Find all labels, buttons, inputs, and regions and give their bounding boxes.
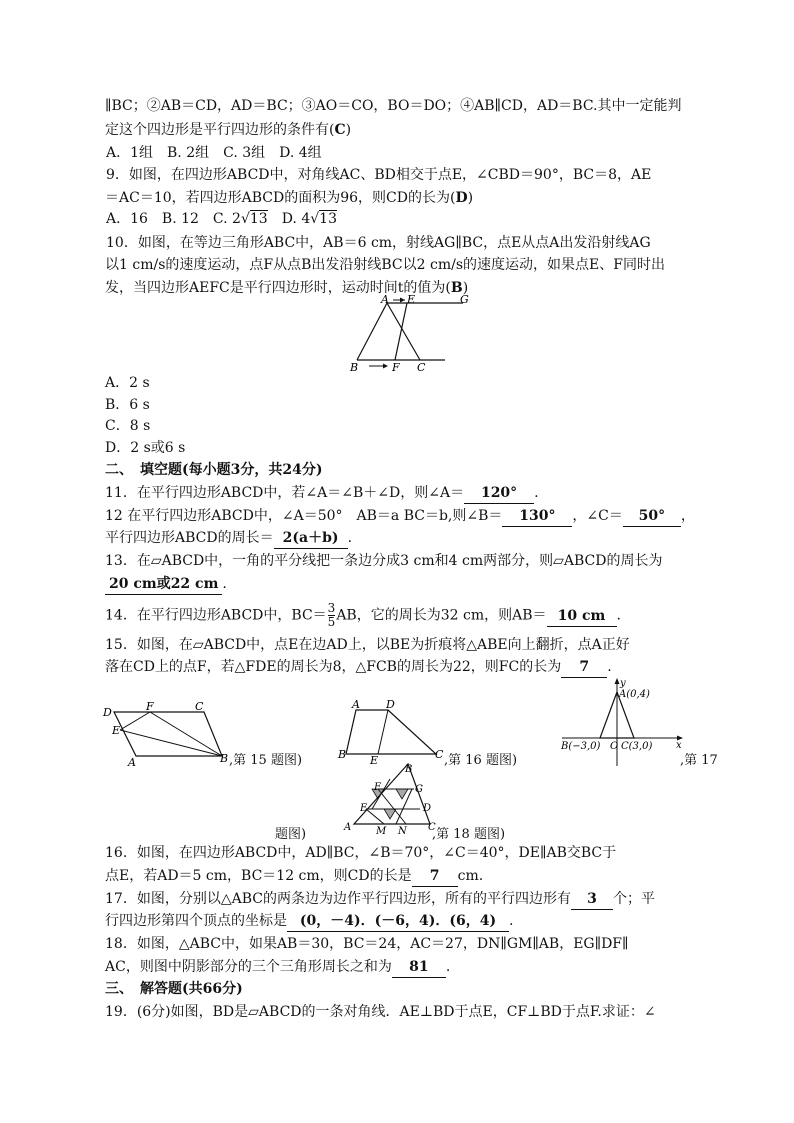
q9-bracket: ) <box>467 190 474 206</box>
q18-shade-2 <box>396 789 408 799</box>
q15-label-c: C <box>195 700 204 713</box>
q14-numerator: 3 <box>327 601 336 615</box>
q15-line-1 <box>105 635 630 655</box>
q16-unit: cm. <box>457 868 484 884</box>
q15-period: . <box>607 659 612 675</box>
q14-period: . <box>616 607 621 624</box>
q11-answer: 120° <box>464 483 534 504</box>
q18-text-1: 18．如图，△ABC中，如果AB＝30，BC＝24，AC＝27，DN∥GM∥AB，EG∥DF∥ <box>105 936 629 952</box>
q18-label-d: D <box>423 803 432 814</box>
q15-label-e: E <box>112 724 121 737</box>
q18-answer: 81 <box>392 957 446 978</box>
q18-label-n: N <box>398 826 407 837</box>
q8-conclusion-line <box>105 120 351 140</box>
q9-line-2 <box>105 188 473 208</box>
q15-caption: ,第 15 题图) <box>229 753 303 768</box>
q17-caption-a: ,第 17 <box>680 753 718 768</box>
q18-label-g: G <box>415 784 423 795</box>
q12-period: . <box>347 530 353 546</box>
q19-line-1 <box>105 1002 656 1022</box>
q15-label-b: B <box>220 752 229 765</box>
section-3-title: 三、 解答题(共66分) <box>105 981 243 997</box>
q14-text-2: AB，它的周长为32 cm，则AB＝ <box>336 607 547 624</box>
q10-label-f: F <box>392 361 400 374</box>
q16-label-b: B <box>338 748 347 761</box>
section-3-heading <box>105 979 243 999</box>
q17-period: . <box>509 913 514 929</box>
q10-choice-a <box>105 373 150 393</box>
q12-text-1: 12 在平行四边形ABCD中，∠A＝50° AB＝a BC＝b,则∠B＝ <box>105 508 503 524</box>
q15-line-2 <box>105 657 612 678</box>
q17-figure <box>560 676 685 768</box>
q10-label-e: E <box>407 294 416 306</box>
q9-answer: D <box>455 190 468 206</box>
q9-line-1 <box>106 165 651 185</box>
q15-text-1: 15．如图，在▱ABCD中，点E在边AD上，以BE为折痕将△ABE向上翻折，点A正好 <box>105 637 630 653</box>
q14-denominator: 5 <box>327 615 336 629</box>
q10-text-2: 以1 cm/s的速度运动，点F从点B出发沿射线BC以2 cm/s的速度运动，如果点E、F同时出 <box>105 257 665 273</box>
q10-choice-b-text: B．6 s <box>105 397 150 413</box>
q16-label-a: A <box>352 698 360 711</box>
q14-fraction <box>328 602 336 629</box>
q11-period: . <box>534 485 539 501</box>
q10-figure <box>345 294 485 376</box>
q19-text: 19．(6分)如图，BD是▱ABCD的一条对角线．AE⊥BD于点E，CF⊥BD于点F.求证：∠ <box>105 1004 656 1020</box>
q10-choice-d <box>105 438 185 458</box>
q17-answer-1: 3 <box>571 889 613 910</box>
q10-choice-b <box>105 395 150 415</box>
q10-label-a: A <box>381 294 389 306</box>
q10-text-1: 10．如图，在等边三角形ABC中，AB＝6 cm，射线AG∥BC，点E从点A出发沿射线AG <box>106 235 651 251</box>
q10-label-b: B <box>350 361 359 374</box>
q12-answer-1: 130° <box>502 506 572 527</box>
q18-label-a: A <box>344 822 352 833</box>
q15-label-f: F <box>146 700 154 713</box>
q10-label-g: G <box>460 294 469 306</box>
q16-label-e: E <box>370 754 379 767</box>
q18-line-2 <box>105 957 450 978</box>
q10-choice-c <box>105 416 150 436</box>
q10-line-2 <box>105 255 665 275</box>
q8-bracket: ) <box>345 122 352 138</box>
q15-label-a: A <box>128 756 136 768</box>
q8-choices-text: A．1组 B. 2组 C. 3组 D. 4组 <box>106 145 322 161</box>
q17-line-1 <box>105 889 655 910</box>
q8-text-2: 定这个四边形是平行四边形的条件有( <box>105 122 335 138</box>
q12-text-2: 平行四边形ABCD的周长＝ <box>105 530 274 546</box>
q18-label-b-top: B <box>405 764 413 775</box>
q12-text-mid: ，∠C＝ <box>572 508 623 524</box>
q14-answer: 10 cm <box>547 606 617 627</box>
q10-answer: B <box>450 280 463 296</box>
q10-text-3: 发，当四边形AEFC是平行四边形时，运动时间t的值为( <box>105 280 451 296</box>
section-2-heading <box>105 460 322 480</box>
q9-choices-a: A．16 B. 12 C. 2 <box>106 211 241 227</box>
section-2-title: 二、 填空题(每小题3分，共24分) <box>105 462 323 478</box>
q17-caption-b: 题图) <box>275 827 307 842</box>
q17-text-end: 个；平 <box>612 891 655 907</box>
q18-period: . <box>445 959 451 975</box>
q10-choice-d-text: D．2 s或6 s <box>105 440 186 456</box>
q16-label-d: D <box>386 698 395 711</box>
q16-line-1 <box>105 843 616 863</box>
q16-caption: ,第 16 题图) <box>444 753 518 768</box>
q17-text-2: 行四边形第四个顶点的坐标是 <box>105 913 287 929</box>
q9-text-1: 9．如图，在四边形ABCD中，对角线AC、BD相交于点E，∠CBD＝90°，BC＝8，AE <box>106 167 652 183</box>
q18-label-c: C <box>428 822 436 833</box>
q13-text: 13．在▱ABCD中，一角的平分线把一条边分成3 cm和4 cm两部分，则▱ABCD的周长为 <box>105 553 663 569</box>
q15-answer: 7 <box>561 657 607 678</box>
q18-label-e: E <box>360 803 368 814</box>
q10-label-c: C <box>417 361 426 374</box>
q17-answer-2: (0，－4)．(－6，4)．(6，4) <box>287 911 509 932</box>
q14-text-1: 14．在平行四边形ABCD中，BC＝ <box>105 607 327 624</box>
q10-choice-c-text: C．8 s <box>105 418 151 434</box>
q16-line-2 <box>105 866 483 887</box>
q18-figure <box>340 760 444 838</box>
q17-label-o: O <box>610 741 619 752</box>
q9-choices: A．16 B. 12 C. 2√13 D. 4√13 <box>106 211 337 227</box>
q11-text: 11．在平行四边形ABCD中，若∠A＝∠B＋∠D，则∠A＝ <box>105 485 465 501</box>
q13-answer: 20 cm或22 cm <box>105 574 222 595</box>
q18-line-1 <box>105 934 628 954</box>
q13-line-1 <box>105 551 662 571</box>
q17-label-b: B(−3,0) <box>561 741 601 752</box>
q17-label-x: x <box>676 740 682 751</box>
q15-figure <box>100 700 232 768</box>
q17-label-a: A(0,4) <box>619 689 650 700</box>
q18-text-2: AC，则图中阴影部分的三个三角形周长之和为 <box>105 959 392 975</box>
q16-label-c: C <box>435 748 444 761</box>
q12-line-1 <box>105 506 695 527</box>
q16-text-1: 16．如图，在四边形ABCD中，AD∥BC，∠B＝70°，∠C＝40°，DE∥AB交BC于 <box>105 845 617 861</box>
q18-label-m: M <box>376 826 387 837</box>
q13-line-2 <box>105 574 227 595</box>
q12-answer-3: 2(a＋b) <box>274 528 348 549</box>
q12-line-2 <box>105 528 352 549</box>
q10-choice-a-text: A．2 s <box>105 375 150 391</box>
q8-choices <box>106 143 322 163</box>
q16-text-2: 点E，若AD＝5 cm，BC＝12 cm，则CD的长是 <box>105 868 412 884</box>
q13-period: . <box>222 576 227 592</box>
q9-text-2: ＝AC＝10，若四边形ABCD的面积为96，则CD的长为( <box>105 190 456 206</box>
q11 <box>105 483 539 504</box>
q8-text-1: ∥BC；②AB＝CD，AD＝BC；③AO＝CO，BO＝DO；④AB∥CD，AD＝BC.其中一定能判 <box>105 98 682 114</box>
q9-radicand-1: 13 <box>249 211 268 227</box>
q18-label-f: F <box>374 782 381 793</box>
q15-text-2: 落在CD上的点F，若△FDE的周长为8，△FCB的周长为22，则FC的长为 <box>105 659 562 675</box>
q17-text-1: 17．如图，分别以△ABC的两条边为边作平行四边形，所有的平行四边形有 <box>105 891 571 907</box>
q9-radicand-2: 13 <box>319 211 337 227</box>
q8-options-line <box>105 96 682 116</box>
q10-line-1 <box>106 233 651 253</box>
q12-answer-2: 50° <box>623 506 681 527</box>
q17-label-y: y <box>620 678 626 689</box>
q8-answer: C <box>334 122 346 138</box>
q17-label-c: C(3,0) <box>621 741 653 752</box>
q17-line-2 <box>105 911 513 932</box>
q18-caption: ,第 18 题图) <box>432 827 506 842</box>
q12-comma: ， <box>680 508 695 524</box>
q14 <box>105 602 621 629</box>
q16-answer: 7 <box>412 866 458 887</box>
q15-label-d: D <box>103 706 112 719</box>
q18-shade-3 <box>384 809 396 819</box>
q10-bracket: ) <box>462 280 469 296</box>
q9-choices-b: D. 4 <box>267 211 311 227</box>
